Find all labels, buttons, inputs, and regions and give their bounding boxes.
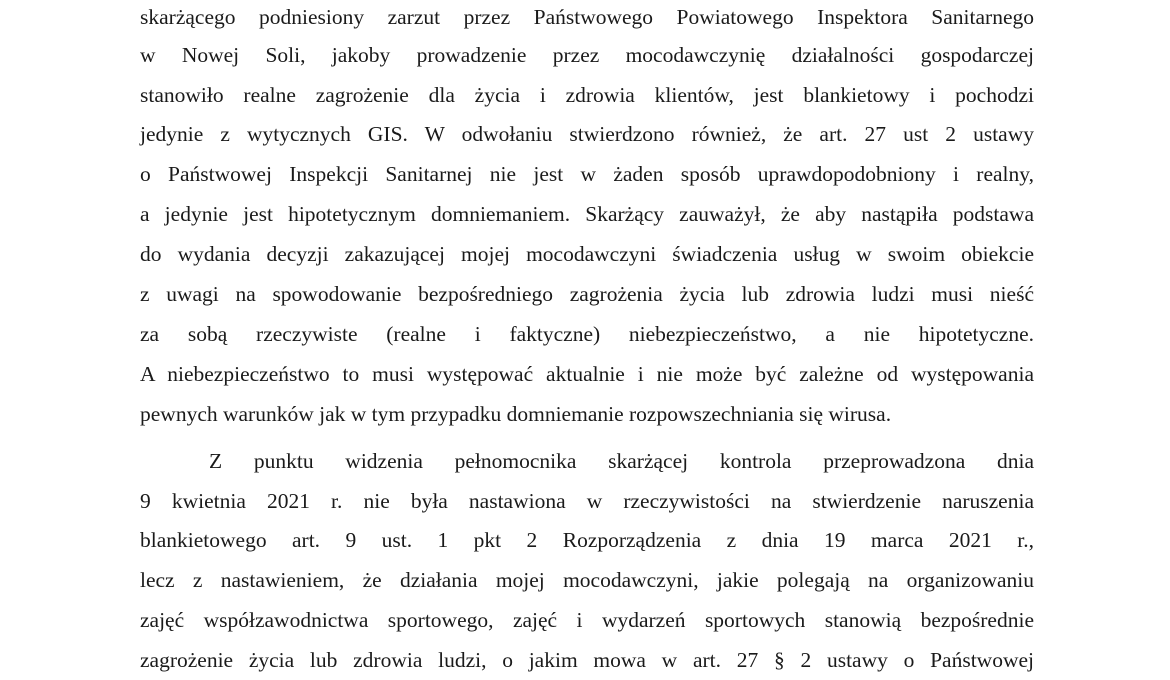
paragraph-line: skarżącego podniesiony zarzut przez Państwowego Powiatowego Inspektora Sanitarnego <box>140 5 1034 29</box>
paragraph-line: zagrożenie życia lub zdrowia ludzi, o jakim mowa w art. 27 § 2 ustawy o Państwowej <box>140 648 1034 672</box>
paragraph-line: pewnych warunków jak w tym przypadku domniemanie rozpowszechniania się wirusa. <box>140 402 892 426</box>
paragraph-line: do wydania decyzji zakazującej mojej mocodawczyni świadczenia usług w swoim obiekcie <box>140 242 1034 266</box>
paragraph-line: blankietowego art. 9 ust. 1 pkt 2 Rozporządzenia z dnia 19 marca 2021 r., <box>140 528 1034 552</box>
paragraph-line: A niebezpieczeństwo to musi występować aktualnie i nie może być zależne od występowania <box>140 362 1034 386</box>
paragraph-line: za sobą rzeczywiste (realne i faktyczne) niebezpieczeństwo, a nie hipotetyczne. <box>140 322 1034 346</box>
paragraph-line: zajęć współzawodnictwa sportowego, zajęć i wydarzeń sportowych stanowią bezpośrednie <box>140 608 1034 632</box>
paragraph-line: Z punktu widzenia pełnomocnika skarżącej kontrola przeprowadzona dnia <box>209 449 1034 473</box>
paragraph-line: stanowiło realne zagrożenie dla życia i zdrowia klientów, jest blankietowy i pochodzi <box>140 83 1034 107</box>
paragraph-line: w Nowej Soli, jakoby prowadzenie przez mocodawczynię działalności gospodarczej <box>140 43 1034 67</box>
paragraph-line: z uwagi na spowodowanie bezpośredniego zagrożenia życia lub zdrowia ludzi musi nieść <box>140 282 1034 306</box>
paragraph-line: o Państwowej Inspekcji Sanitarnej nie jest w żaden sposób uprawdopodobniony i realny, <box>140 162 1034 186</box>
paragraph-line: 9 kwietnia 2021 r. nie była nastawiona w rzeczywistości na stwierdzenie naruszenia <box>140 489 1034 513</box>
paragraph-line: a jedynie jest hipotetycznym domniemaniem. Skarżący zauważył, że aby nastąpiła podstawa <box>140 202 1034 226</box>
paragraph-line: jedynie z wytycznych GIS. W odwołaniu stwierdzono również, że art. 27 ust 2 ustawy <box>140 122 1034 146</box>
paragraph-line: lecz z nastawieniem, że działania mojej mocodawczyni, jakie polegają na organizowaniu <box>140 568 1034 592</box>
